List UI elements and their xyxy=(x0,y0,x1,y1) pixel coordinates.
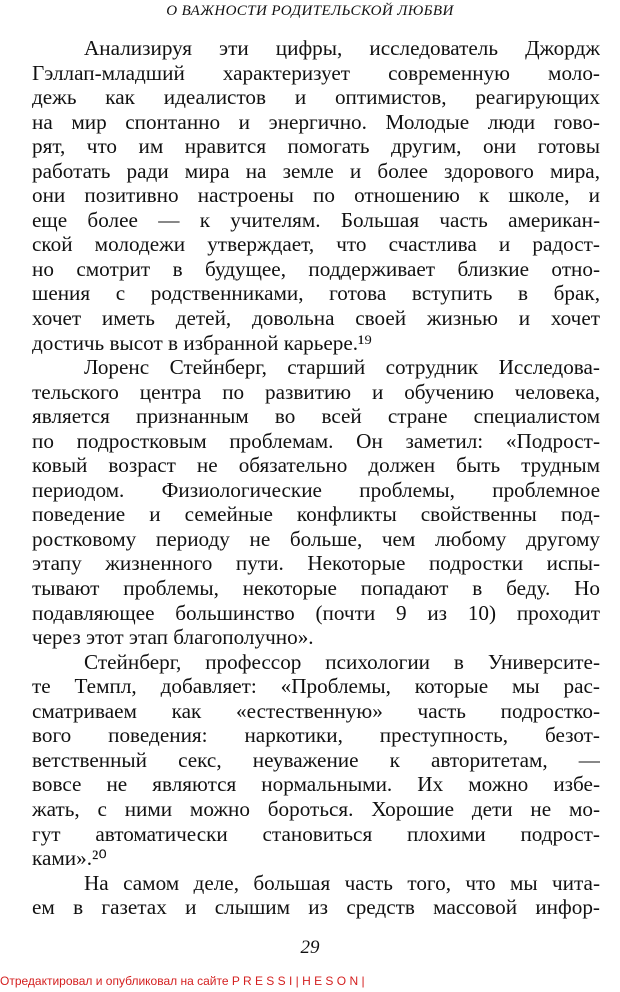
text-line: ветственный секс, неуважение к авторитетам, — xyxy=(32,747,600,772)
text-line: гут автоматически становиться плохими подрост- xyxy=(32,821,600,846)
text-line: Анализируя эти цифры, исследователь Джордж xyxy=(84,36,600,60)
text-line: Лоренс Стейнберг, старший сотрудник Исследова- xyxy=(84,355,600,380)
text-line: На самом деле, большая часть того, что мы чита- xyxy=(84,870,600,895)
text-line: ковый возраст не обязательно должен быть трудным xyxy=(32,453,600,478)
text-line: жать, с ними можно бороться. Хорошие дети не мо- xyxy=(32,796,600,821)
text-line: этапу жизненного пути. Некоторые подростки испы- xyxy=(32,551,600,576)
text-line: хочет иметь детей, довольна своей жизнью и хочет xyxy=(32,306,600,331)
text-line: они позитивно настроены по отношению к школе, и xyxy=(32,183,600,208)
text-line: Стейнберг, профессор психологии в Университе- xyxy=(84,649,600,674)
text-line: вовсе не являются нормальными. Их можно избе- xyxy=(32,772,600,797)
page-number: 29 xyxy=(300,937,320,958)
text-line: ем в газетах и слышим из средств массовой инфор- xyxy=(32,895,600,920)
text-line: но смотрит в будущее, поддерживает близкие отно- xyxy=(32,256,600,281)
text-line: сматриваем как «естественную» часть подростко- xyxy=(32,698,600,723)
text-line: ками».²⁰ xyxy=(32,846,107,871)
text-line: на мир спонтанно и энергично. Молодые люди гово- xyxy=(32,109,600,134)
text-line: достичь высот в избранной карьере.¹⁹ xyxy=(32,330,372,355)
text-line: по подростковым проблемам. Он заметил: «Подрост- xyxy=(32,428,600,453)
running-head: О ВАЖНОСТИ РОДИТЕЛЬСКОЙ ЛЮБВИ xyxy=(166,3,454,19)
text-line: ростковому периоду не больше, чем любому другому xyxy=(32,526,600,551)
text-line: еще более — к учителям. Большая часть американ- xyxy=(32,207,600,232)
text-line: тельского центра по развитию и обучению человека, xyxy=(32,379,600,404)
text-line: подавляющее большинство (почти 9 из 10) проходит xyxy=(32,600,600,625)
text-line: является признанным во всей стране специалистом xyxy=(32,404,600,429)
text-line: шения с родственниками, готова вступить в брак, xyxy=(32,281,600,306)
text-line: через этот этап благополучно». xyxy=(32,625,314,650)
site-credit: Отредактировал и опубликовал на сайте P R E S S I | H E S O N | xyxy=(0,974,365,988)
text-line: те Темпл, добавляет: «Проблемы, которые мы рас- xyxy=(32,674,600,699)
text-line: поведение и семейные конфликты свойственны под- xyxy=(32,502,600,527)
text-line: ской молодежи утверждает, что счастлива и радост- xyxy=(32,232,600,257)
text-line: вого поведения: наркотики, преступность, безот- xyxy=(32,723,600,748)
body-text xyxy=(32,36,600,920)
text-line: работать ради мира на земле и более здорового мира, xyxy=(32,158,600,183)
text-line: Гэллап-младший характеризует современную моло- xyxy=(32,60,600,85)
text-line: дежь как идеалистов и оптимистов, реагирующих xyxy=(32,85,600,110)
text-line: рят, что им нравится помогать другим, они готовы xyxy=(32,134,600,159)
text-line: тывают проблемы, некоторые попадают в беду. Но xyxy=(32,576,600,601)
text-line: периодом. Физиологические проблемы, проблемное xyxy=(32,477,600,502)
